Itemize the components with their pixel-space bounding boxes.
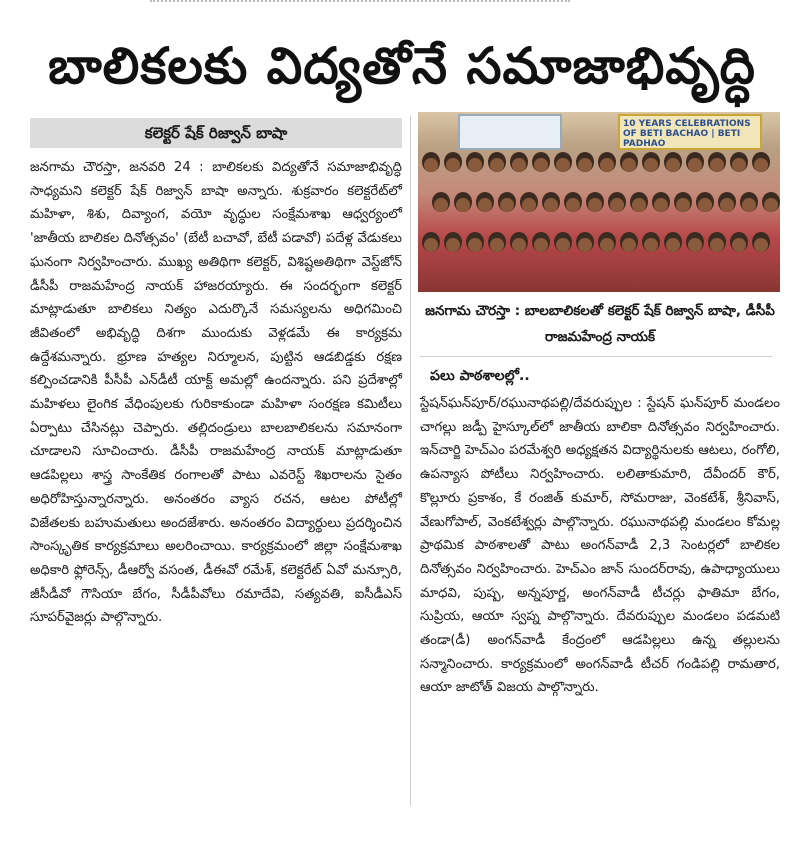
person-face: [698, 198, 712, 212]
person-face: [644, 158, 658, 172]
person-face: [732, 158, 746, 172]
person-face: [468, 238, 482, 252]
left-article-column: [30, 156, 402, 816]
crowd-row: [418, 150, 780, 190]
person-face: [446, 238, 460, 252]
person-face: [754, 238, 768, 252]
headline: బాలికలకు విద్యతోనే సమాజాభివృద్ధి: [48, 37, 756, 95]
person-face: [676, 198, 690, 212]
person-face: [578, 158, 592, 172]
person-face: [434, 198, 448, 212]
crowd-row: [418, 190, 780, 230]
person-face: [622, 158, 636, 172]
article-paragraph: స్టేషన్‌ఘన్‌పూర్/రఘునాథపల్లి/దేవరుప్పుల : స్టేషన్ ఘన్‌పూర్ మండలం చాగల్లు జడ్పీ హైస్కూల్‌లో జాతీయ బాలికా దినోత్సవం నిర్వహించారు. ఇన్‌చార్జి హెచ్‌ఎం పరమేశ్వరి అధ్యక్షతన విద్యార్థినులకు ఆటలు, రంగోలి, ఉపన్యాస పోటీలు నిర్వహించారు. లలితాకుమారి, దేవీందర్ కౌర్, కొల్లూరు ప్రకాశం, కే రంజిత్ కుమార్, సోమరాజు, వెంకటేశ్, శ్రీనివాస్, వేణుగోపాల్, వెంకటేశ్వర్లు పాల్గొన్నారు. రఘునాథపల్లి మండలం కోమల్ల ప్రాథమిక పాఠశాలతో పాటు అంగన్‌వాడీ 2,3 సెంటర్లలో బాలికల దినోత్సవం నిర్వహించారు. హెచ్‌ఎం జాన్ సుందర్‌రావు, ఉపాధ్యాయులు మాధవి, పుష్ప, అన్నపూర్ణ, అంగన్‌వాడీ టీచర్లు ఫాతిమా బేగం, సుప్రియ, ఆయా స్వప్న పాల్గొన్నారు. దేవరుప్పుల మండలం పడమటి తండా(డీ) అంగన్‌వాడీ కేంద్రంలో ఆడపిల్లలు ఉన్న తల్లులను సన్మానించారు. కార్యక్రమంలో అంగన్‌వాడీ టీచర్ గండిపల్లి రామతార, ఆయా జాటోత్ విజయ పాల్గొన్నారు.: [420, 396, 780, 696]
person-face: [764, 198, 778, 212]
banner-celebrations: [618, 114, 762, 150]
person-face: [754, 158, 768, 172]
person-face: [534, 158, 548, 172]
right-section-heading: పలు పాఠశాలల్లో..: [430, 368, 530, 384]
person-face: [456, 198, 470, 212]
person-face: [688, 238, 702, 252]
person-face: [732, 238, 746, 252]
person-face: [522, 198, 536, 212]
event-photo: [418, 112, 780, 292]
person-face: [534, 238, 548, 252]
person-face: [666, 238, 680, 252]
person-face: [644, 238, 658, 252]
person-face: [610, 198, 624, 212]
person-face: [424, 238, 438, 252]
person-face: [424, 158, 438, 172]
banner-left: [458, 114, 562, 150]
caption-divider: [420, 356, 772, 357]
person-face: [710, 158, 724, 172]
crowd-row: [418, 230, 780, 270]
person-face: [490, 238, 504, 252]
person-face: [578, 238, 592, 252]
person-face: [544, 198, 558, 212]
person-face: [632, 198, 646, 212]
person-face: [666, 158, 680, 172]
person-face: [512, 158, 526, 172]
person-face: [566, 198, 580, 212]
column-divider: [410, 116, 411, 806]
person-face: [512, 238, 526, 252]
person-face: [600, 158, 614, 172]
photo-caption: జనగామ చౌరస్తా : బాలబాలికలతో కలెక్టర్ షేక్ రిజ్వాన్ బాషా, డీసీపీ రాజమహేంద్ర నాయక్: [425, 303, 775, 345]
banner-text: 10 YEARS CELEBRATIONS OF BETI BACHAO | BETI PADHAO: [623, 119, 751, 149]
person-face: [468, 158, 482, 172]
person-face: [688, 158, 702, 172]
person-face: [478, 198, 492, 212]
person-face: [622, 238, 636, 252]
person-face: [588, 198, 602, 212]
person-face: [556, 158, 570, 172]
person-face: [742, 198, 756, 212]
person-face: [490, 158, 504, 172]
person-face: [720, 198, 734, 212]
article-paragraph: జనగామ చౌరస్తా, జనవరి 24 : బాలికలకు విద్యతోనే సమాజాభివృద్ధి సాధ్యమని కలెక్టర్ షేక్ రిజ్వాన్ బాషా అన్నారు. శుక్రవారం కలెక్టరేట్‌లో మహిళా, శిశు, దివ్యాంగ, వయో వృద్ధుల సంక్షేమశాఖ ఆధ్వర్యంలో 'జాతీయ బాలికల దినోత్సవం' (బేటీ బచావో, బేటీ పడావో) పదేళ్ల వేడుకలు ఘనంగా నిర్వహించారు. ముఖ్య అతిథిగా కలెక్టర్, విశిష్టఅతిథిగా వెస్ట్‌జోన్ డీసీపీ రాజమహేంద్ర నాయక్ హాజరయ్యారు. ఈ సందర్భంగా కలెక్టర్ మాట్లాడుతూ బాలికలు నిత్యం ఎదుర్కొనే సమస్యలను అధిగమించి జీవితంలో అభివృద్ధి దిశగా ముందుకు వెళ్లడమే ఈ కార్యక్రమ ఉద్దేశమన్నారు. భ్రూణ హత్యల నిర్మూలన, పుట్టిన ఆడబిడ్డకు రక్షణ కల్పించడానికి పీసీపీ ఎన్‌డీటీ యాక్ట్ అమల్లో ఉందన్నారు. పని ప్రదేశాల్లో మహిళలు లైంగిక వేధింపులకు గురికాకుండా మహిళా సంరక్షణ కమిటీలు ఏర్పాటు చేసినట్లు చెప్పారు. తల్లిదండ్రులు బాలబాలికలను సమానంగా చూడాలని సూచించారు. డీసీపీ రాజమహేంద్ర నాయక్ మాట్లాడుతూ ఆడపిల్లలు శాస్త్ర సాంకేతిక రంగాలతో పాటు ఎవరెస్ట్ శిఖరాలను సైతం అధిరోహిస్తున్నారన్నారు. అనంతరం వ్యాస రచన, ఆటల పోటీల్లో విజేతలకు బహుమతులు అందజేశారు. అనంతరం విద్యార్థులు ప్రదర్శించిన సాంస్కృతిక కార్యక్రమాలు అలరించాయి. కార్యక్రమంలో జిల్లా సంక్షేమశాఖ అధికారి ఫ్లోరెన్స్, డీఆర్వో వసంత, డీఈవో రమేశ్, కలెక్టరేట్ ఏవో మన్సూరి, జీసీడీవో గౌసియా బేగం, సీడీపీవోలు రమాదేవి, సత్యవతి, ఐసీడీఎస్ సూపర్‌వైజర్లు పాల్గొన్నారు.: [30, 160, 402, 626]
person-face: [556, 238, 570, 252]
person-face: [500, 198, 514, 212]
person-face: [710, 238, 724, 252]
right-article-column: [420, 392, 780, 812]
subheadline: కలెక్టర్ షేక్ రిజ్వాన్ బాషా: [30, 118, 402, 148]
person-face: [600, 238, 614, 252]
top-edge-marks: [150, 0, 570, 8]
person-face: [446, 158, 460, 172]
person-face: [654, 198, 668, 212]
